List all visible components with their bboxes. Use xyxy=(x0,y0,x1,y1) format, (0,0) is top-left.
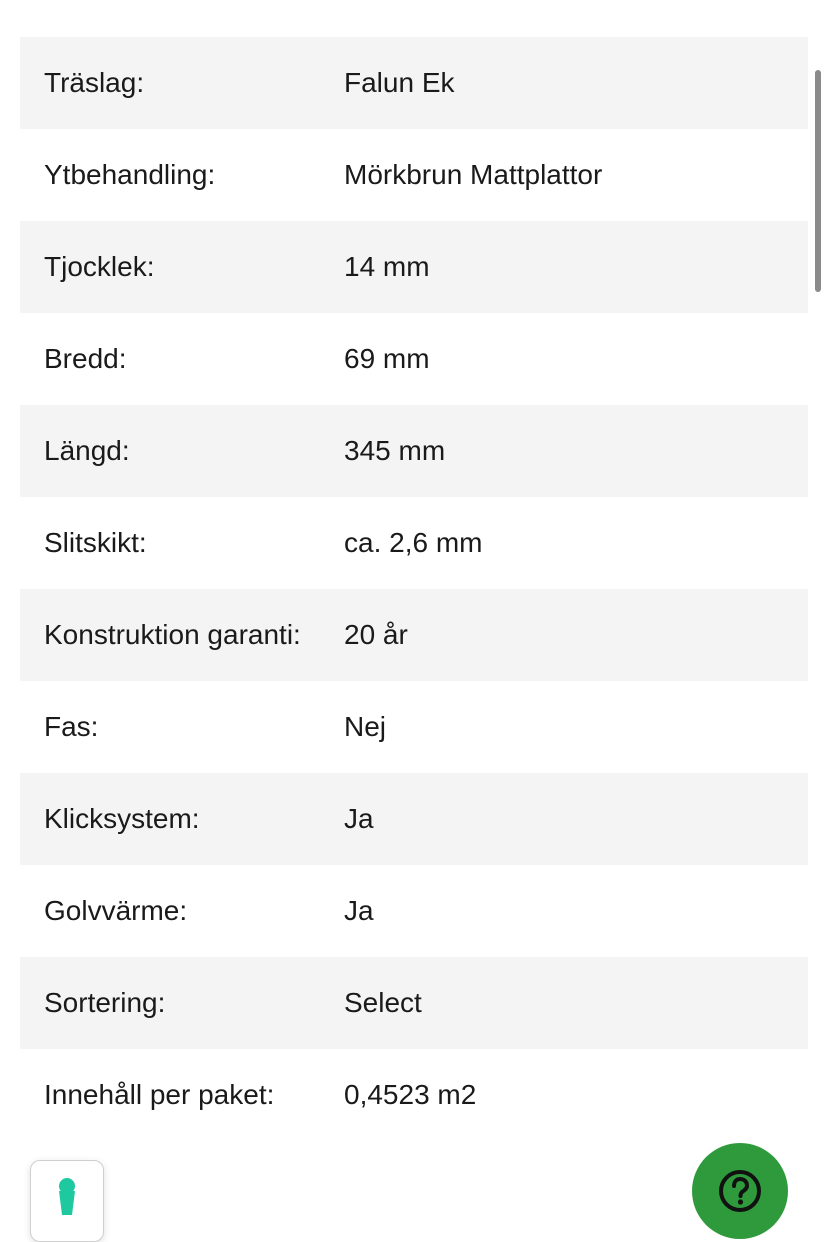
spec-label: Längd: xyxy=(44,435,130,466)
spec-row-ytbehandling xyxy=(20,129,808,221)
accessibility-icon xyxy=(55,1177,79,1217)
accessibility-button[interactable] xyxy=(30,1160,104,1242)
spec-label: Klicksystem: xyxy=(44,803,200,834)
spec-value: Ja xyxy=(344,895,374,926)
spec-label: Bredd: xyxy=(44,343,127,374)
spec-row-sortering xyxy=(20,957,808,1049)
spec-row-slitskikt xyxy=(20,497,808,589)
spec-value: ca. 2,6 mm xyxy=(344,527,483,558)
spec-row-langd xyxy=(20,405,808,497)
spec-row-bredd xyxy=(20,313,808,405)
help-button[interactable] xyxy=(692,1143,788,1239)
spec-label: Golvvärme: xyxy=(44,895,188,926)
spec-value: 0,4523 m2 xyxy=(344,1079,477,1110)
spec-label: Sortering: xyxy=(44,987,166,1018)
spec-row-traslag xyxy=(20,37,808,129)
spec-row-klicksystem xyxy=(20,773,808,865)
spec-value: Mörkbrun Mattplattor xyxy=(344,159,603,190)
spec-row-golvvarme xyxy=(20,865,808,957)
spec-value: Select xyxy=(344,987,422,1018)
spec-value: Ja xyxy=(344,803,374,834)
product-spec-table xyxy=(20,37,808,1141)
spec-value: Nej xyxy=(344,711,387,742)
page-scrollbar[interactable] xyxy=(815,70,821,292)
spec-label: Fas: xyxy=(44,711,99,742)
spec-row-tjocklek xyxy=(20,221,808,313)
spec-label: Konstruktion garanti: xyxy=(44,619,301,650)
spec-row-fas xyxy=(20,681,808,773)
spec-value: 20 år xyxy=(344,619,408,650)
spec-value: 345 mm xyxy=(344,435,446,466)
question-mark-icon xyxy=(716,1167,764,1215)
spec-label: Ytbehandling: xyxy=(44,159,216,190)
spec-label: Innehåll per paket: xyxy=(44,1079,275,1110)
spec-value: Falun Ek xyxy=(344,67,455,98)
spec-label: Slitskikt: xyxy=(44,527,147,558)
spec-value: 14 mm xyxy=(344,251,430,282)
spec-row-konstruktion-garanti xyxy=(20,589,808,681)
spec-label: Träslag: xyxy=(44,67,145,98)
spec-value: 69 mm xyxy=(344,343,430,374)
spec-label: Tjocklek: xyxy=(44,251,155,282)
spec-row-innehall-per-paket xyxy=(20,1049,808,1141)
